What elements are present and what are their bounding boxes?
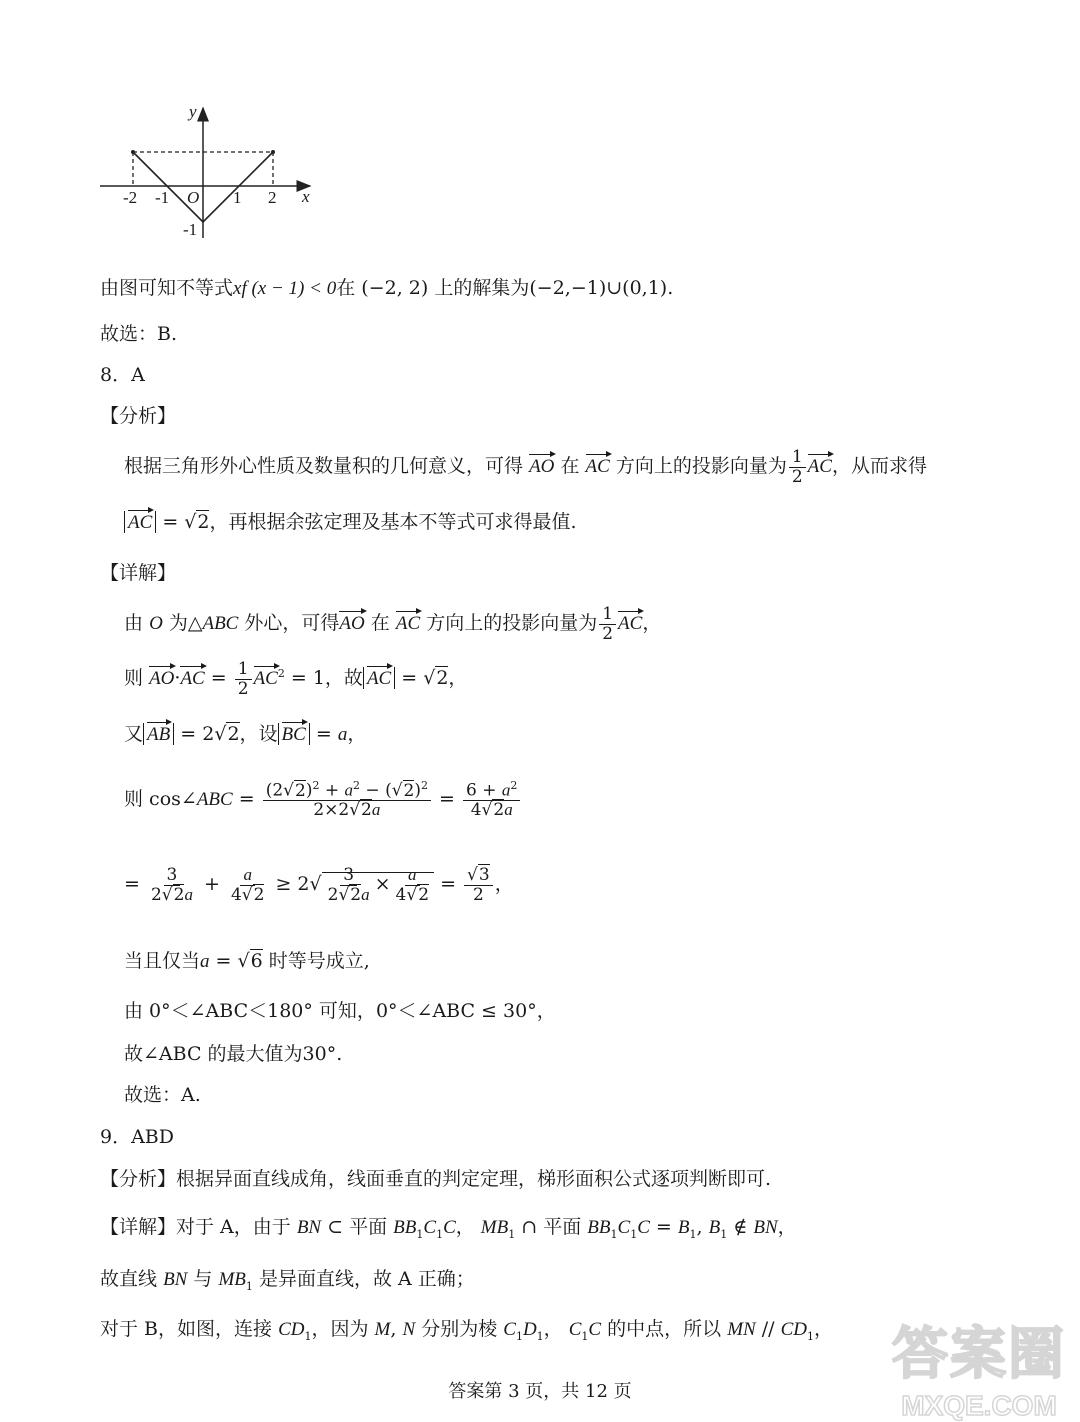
x-tick-2: 2 [268, 188, 277, 207]
x-tick-neg2: -2 [123, 188, 138, 207]
x-tick-1: 1 [233, 188, 242, 207]
x-tick-neg1: -1 [155, 188, 170, 207]
q8-detail-line3: 又 AB = 2√2，设 BC = a， [124, 720, 366, 747]
page-footer: 答案第 3 页，共 12 页 [448, 1381, 632, 1402]
graph-svg [95, 100, 325, 245]
q9-number: 9．ABD [100, 1126, 175, 1148]
watermark-logo: 答案圈 MXQE.COM [892, 1322, 1066, 1421]
q9-detail-line2: 故直线 BN 与 $MB_1$ 是异面直线，故 A 正确； [100, 1268, 475, 1293]
origin-label: O [187, 188, 200, 207]
y-tick-neg1: -1 [183, 220, 198, 239]
q8-number: 8．A [100, 364, 145, 386]
q8-choice: 故选：A. [124, 1084, 201, 1106]
y-axis-label: y [189, 102, 197, 121]
q8-range: 由 0°＜∠ABC＜180° 可知，0°＜∠ABC ≤ 30°， [124, 1000, 556, 1022]
q8-cosine-formula: 则 cos∠ABC = $\frac{(2√2)^2 + a^2 - (√2)^2}{2\times 2√2a}$ = $\frac{6 + a^2}{4√2a}$ [124, 780, 522, 820]
q8-inequality: = $\frac{3}{2√2a}$ + $\frac{a}{4√2}$ ≥ 2√ $\frac{3}{2√2a}$ × $\frac{a}{4√2}$ = $\frac{√3}{2}$ ， [124, 865, 514, 905]
q8-max: 故∠ABC 的最大值为30°. [124, 1043, 343, 1065]
function-graph [95, 100, 325, 245]
q9-detail-line3: 对于 B，如图，连接 $CD_1$，因为 M, N 分别为棱 $C_1D_1$， $C_1C$ 的中点，所以 MN // $CD_1$， [100, 1318, 834, 1343]
x-axis-label: x [302, 187, 310, 206]
q9-analysis: 【分析】根据异面直线成角，线面垂直的判定定理，梯形面积公式逐项判断即可. [100, 1168, 772, 1190]
q9-detail-line1: 【详解】对于 A，由于 BN ⊂ 平面 $BB_1C_1C$， $MB_1$ ∩ 平面 $BB_1C_1C = B_1$, $B_1$ ∉ BN， [100, 1216, 797, 1241]
q8-analysis-line2: AC = √2，再根据余弦定理及基本不等式可求得最值. [124, 508, 577, 535]
q8-detail-heading: 【详解】 [100, 562, 177, 584]
q8-equality-condition: 当且仅当a = √6 时等号成立, [124, 950, 370, 972]
q7-choice: 故选：B. [100, 323, 178, 345]
q7-solution-line: 由图可知不等式xf (x − 1) < 0在 (−2, 2) 上的解集为(−2,−1)∪(0,1). [100, 277, 674, 299]
q8-detail-line2: 则 AO·AC = $\frac{1}{2}$ $AC^2 = 1$，故 AC = √2， [124, 659, 468, 699]
q8-analysis-line1: 根据三角形外心性质及数量积的几何意义，可得 AO 在 AC 方向上的投影向量为 $\frac{1}{2}$ AC，从而求得 [124, 447, 927, 487]
q8-detail-line1: 由 O 为△ABC 外心，可得AO 在 AC 方向上的投影向量为 $\frac{1}{2}$ AC， [124, 604, 662, 644]
q8-analysis-heading: 【分析】 [100, 405, 177, 427]
